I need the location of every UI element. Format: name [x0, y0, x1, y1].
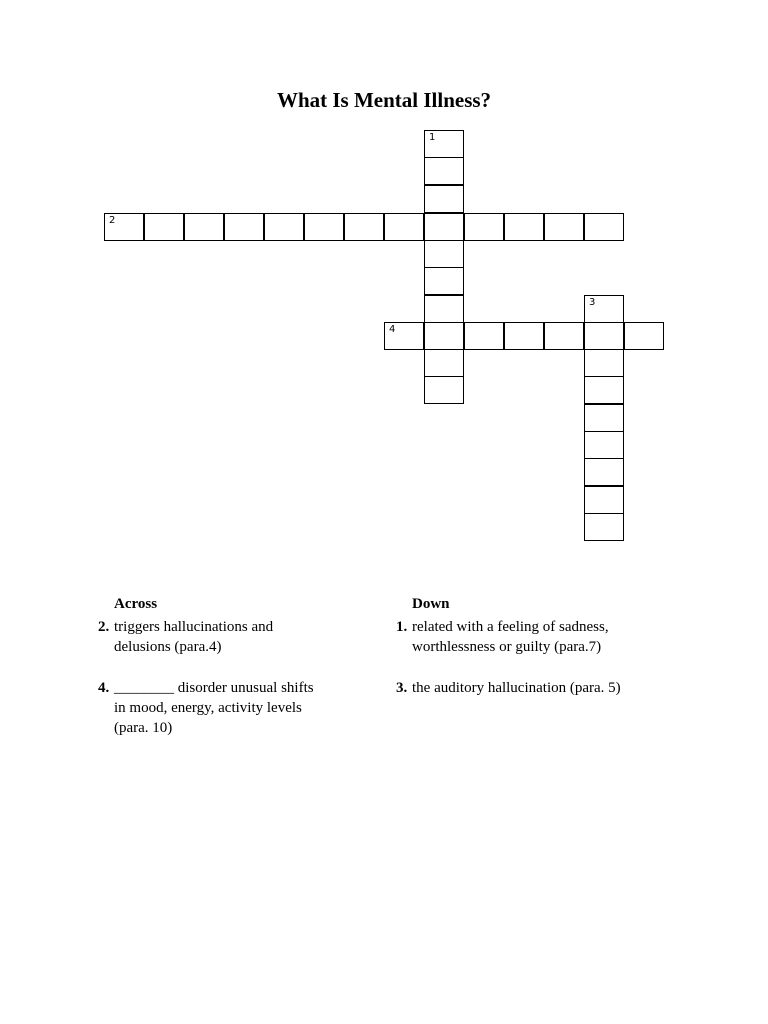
crossword-cell[interactable]	[424, 240, 464, 268]
clue-number: 4.	[98, 680, 110, 696]
crossword-cell[interactable]	[104, 213, 144, 241]
clue-text	[114, 617, 273, 657]
crossword-cell[interactable]	[584, 213, 624, 241]
crossword-cell[interactable]	[584, 376, 624, 404]
crossword-cell[interactable]	[584, 486, 624, 514]
crossword-cell[interactable]	[424, 213, 464, 241]
crossword-cell[interactable]	[384, 213, 424, 241]
crossword-cell[interactable]	[584, 404, 624, 432]
crossword-cell[interactable]	[264, 213, 304, 241]
crossword-cell[interactable]	[584, 349, 624, 377]
clue-line: ________ disorder unusual shifts	[114, 680, 314, 696]
crossword-cell[interactable]	[424, 185, 464, 213]
crossword-cell[interactable]	[584, 295, 624, 323]
clue-number-label: 2	[109, 215, 116, 226]
clue-number-label: 1	[429, 132, 436, 143]
clue-line: in mood, energy, activity levels	[114, 700, 302, 716]
crossword-cell[interactable]	[504, 322, 544, 350]
crossword-cell[interactable]	[424, 349, 464, 377]
crossword-cell[interactable]	[584, 513, 624, 541]
crossword-cell[interactable]	[544, 213, 584, 241]
page-title: What Is Mental Illness?	[276, 88, 492, 112]
crossword-cell[interactable]	[144, 213, 184, 241]
clue-number-label: 4	[389, 324, 396, 335]
crossword-cell[interactable]	[584, 431, 624, 459]
crossword-cell[interactable]	[384, 322, 424, 350]
crossword-cell[interactable]	[464, 322, 504, 350]
crossword-cell[interactable]	[624, 322, 664, 350]
clue-text	[412, 678, 621, 698]
crossword-cell[interactable]	[344, 213, 384, 241]
clue-line: (para. 10)	[114, 720, 173, 736]
clue-line: delusions (para.4)	[114, 639, 222, 655]
crossword-cell[interactable]	[304, 213, 344, 241]
crossword-cell[interactable]	[184, 213, 224, 241]
crossword-cell[interactable]	[424, 157, 464, 185]
clue-number: 1.	[396, 619, 408, 635]
across-heading: Across	[114, 596, 158, 612]
crossword-cell[interactable]	[424, 295, 464, 323]
crossword-cell[interactable]	[584, 322, 624, 350]
crossword-cell[interactable]	[424, 322, 464, 350]
clue-number-label: 3	[589, 297, 596, 308]
down-heading: Down	[412, 596, 450, 612]
crossword-cell[interactable]	[224, 213, 264, 241]
crossword-cell[interactable]	[584, 458, 624, 486]
clue-text	[114, 678, 314, 738]
clue-line: related with a feeling of sadness,	[412, 619, 609, 635]
clue-number: 2.	[98, 619, 110, 635]
crossword-cell[interactable]	[424, 376, 464, 404]
clue-line: worthlessness or guilty (para.7)	[412, 639, 602, 655]
clue-text	[412, 617, 609, 657]
crossword-cell[interactable]	[464, 213, 504, 241]
clue-line: triggers hallucinations and	[114, 619, 274, 635]
crossword-cell[interactable]	[544, 322, 584, 350]
clue-number: 3.	[396, 680, 408, 696]
crossword-cell[interactable]	[424, 130, 464, 158]
crossword-cell[interactable]	[504, 213, 544, 241]
crossword-cell[interactable]	[424, 267, 464, 295]
clue-line: the auditory hallucination (para. 5)	[412, 680, 621, 696]
